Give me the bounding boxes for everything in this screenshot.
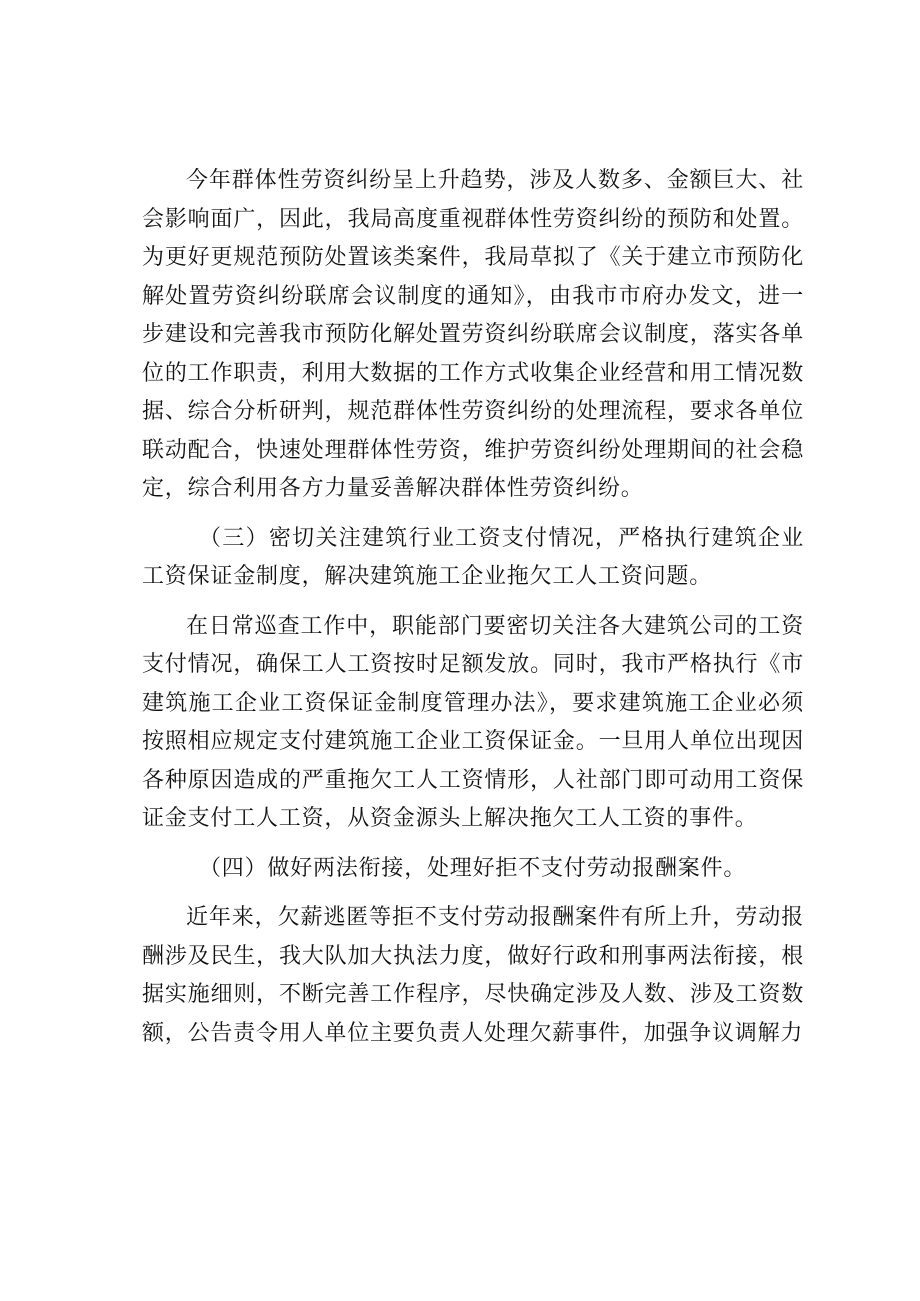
paragraph-group-dispute-prevention: 今年群体性劳资纠纷呈上升趋势，涉及人数多、金额巨大、社会影响面广，因此，我局高度重视群体性劳资纠纷的预防和处置。为更好更规范预防处置该类案件，我局草拟了《关于建立市预防化解处置劳资纠纷联席会议制度的通知》，由我市市府办发文，进一步建设和完善我市预防化解处置劳资纠纷联席会议制度，落实各单位的工作职责，利用大数据的工作方式收集企业经营和用工情况数据、综合分析研判，规范群体性劳资纠纷的处理流程，要求各单位联动配合，快速处理群体性劳资，维护劳资纠纷处理期间的社会稳定，综合利用各方力量妥善解决群体性劳资纠纷。 — [142, 168, 804, 501]
document-body — [142, 162, 804, 1064]
paragraph-refusal-to-pay-cases: 近年来，欠薪逃匿等拒不支付劳动报酬案件有所上升，劳动报酬涉及民生，我大队加大执法力度，做好行政和刑事两法衔接，根据实施细则，不断完善工作程序，尽快确定涉及人数、涉及工资数额，公告责令用人单位主要负责人处理欠薪事件，加强争议调解力 — [142, 905, 804, 1046]
section-heading-four: （四）做好两法衔接，处理好拒不支付劳动报酬案件。 — [199, 855, 747, 881]
paragraph-construction-wage-guarantee: 在日常巡查工作中，职能部门要密切关注各大建筑公司的工资支付情况，确保工人工资按时足额发放。同时，我市严格执行《市建筑施工企业工资保证金制度管理办法》，要求建筑施工企业必须按照相应规定支付建筑施工企业工资保证金。一旦用人单位出现因各种原因造成的严重拖欠工人工资情形，人社部门即可动用工资保证金支付工人工资，从资金源头上解决拖欠工人工资的事件。 — [142, 613, 804, 831]
section-heading-three: （三）密切关注建筑行业工资支付情况，严格执行建筑企业工资保证金制度，解决建筑施工企业拖欠工人工资问题。 — [142, 525, 804, 589]
